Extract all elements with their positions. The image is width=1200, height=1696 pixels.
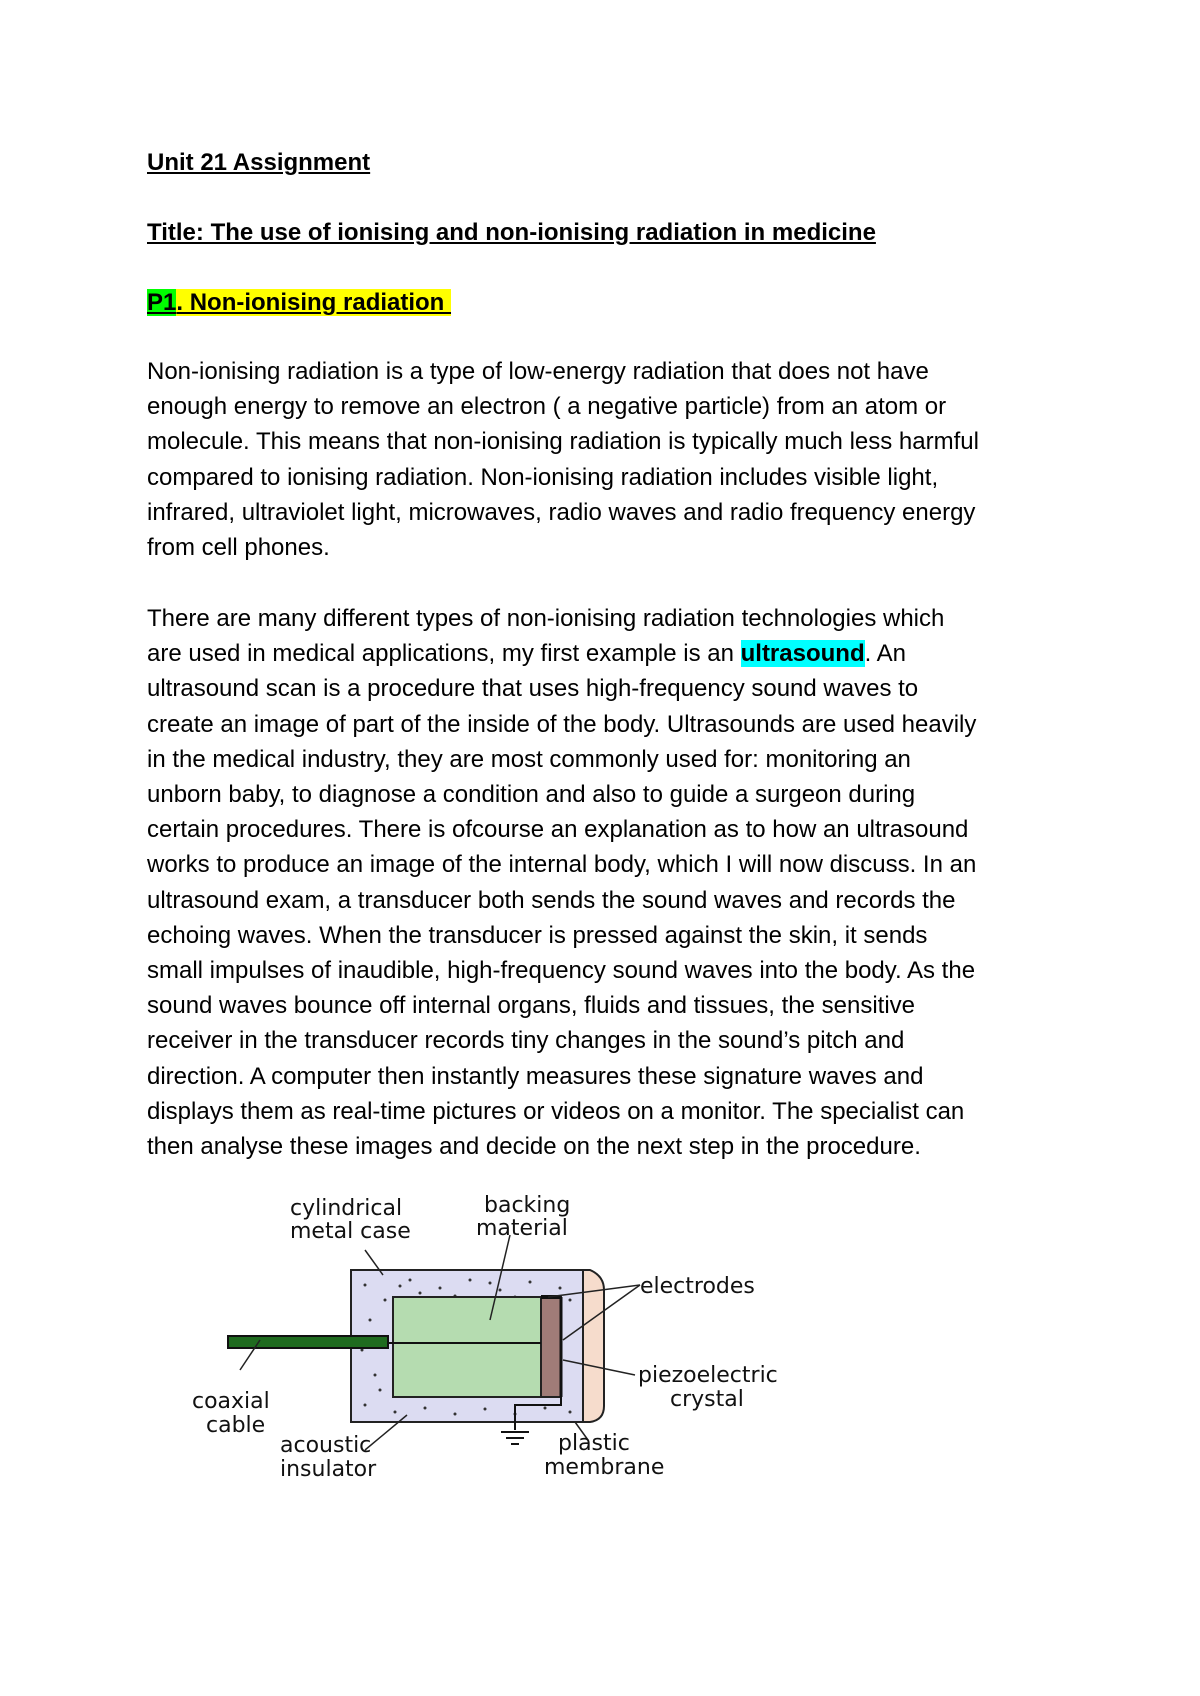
document-heading: Unit 21 Assignment bbox=[147, 149, 371, 176]
paragraph-line: infrared, ultraviolet light, microwaves, radio waves and radio frequency energy bbox=[147, 498, 976, 526]
paragraph-line: small impulses of inaudible, high-frequency sound waves into the body. As the bbox=[147, 957, 976, 985]
paragraph-line: in the medical industry, they are most commonly used for: monitoring an bbox=[147, 745, 911, 773]
paragraph-line: receiver in the transducer records tiny changes in the sound’s pitch and bbox=[147, 1027, 905, 1055]
section-title: . Non-ionising radiation bbox=[176, 289, 452, 316]
label-cable-2: cable bbox=[206, 1413, 266, 1438]
label-insulator-1: acoustic bbox=[280, 1433, 372, 1458]
paragraph-ultrasound bbox=[147, 601, 1077, 1164]
paragraph-line: echoing waves. When the transducer is pressed against the skin, it sends bbox=[147, 921, 928, 949]
coaxial-cable-shape bbox=[228, 1336, 388, 1348]
paragraph-text: are used in medical applications, my first example is an bbox=[147, 640, 741, 668]
label-cable-1: coaxial bbox=[192, 1389, 270, 1414]
paragraph-line: create an image of part of the inside of the body. Ultrasounds are used heavily bbox=[147, 710, 977, 738]
paragraph-line: molecule. This means that non-ionising radiation is typically much less harmful bbox=[147, 428, 979, 456]
label-case-2: metal case bbox=[290, 1219, 411, 1244]
paragraph-line: displays them as real-time pictures or videos on a monitor. The specialist can bbox=[147, 1097, 965, 1125]
backing-material-shape bbox=[393, 1297, 541, 1397]
paragraph-line: compared to ionising radiation. Non-ionising radiation includes visible light, bbox=[147, 463, 939, 491]
ground-symbol-icon bbox=[501, 1432, 529, 1444]
label-membrane-1: plastic bbox=[558, 1431, 630, 1456]
piezoelectric-crystal-shape bbox=[541, 1297, 561, 1397]
paragraph-text: . An bbox=[864, 640, 906, 668]
paragraph-line: sound waves bounce off internal organs, fluids and tissues, the sensitive bbox=[147, 992, 916, 1020]
paragraph-line: direction. A computer then instantly measures these signature waves and bbox=[147, 1062, 924, 1090]
paragraph-line bbox=[147, 636, 1077, 671]
paragraph-line: ultrasound scan is a procedure that uses high-frequency sound waves to bbox=[147, 675, 919, 703]
paragraph-line: from cell phones. bbox=[147, 534, 330, 562]
label-crystal-2: crystal bbox=[670, 1387, 744, 1412]
paragraph-line: certain procedures. There is ofcourse an explanation as to how an ultrasound bbox=[147, 816, 969, 844]
section-prefix: P1 bbox=[147, 289, 177, 316]
label-crystal-1: piezoelectric bbox=[638, 1363, 778, 1388]
label-insulator-2: insulator bbox=[280, 1457, 377, 1482]
paragraph-non-ionising-definition bbox=[147, 354, 1077, 565]
ultrasound-highlight: ultrasound bbox=[740, 640, 865, 668]
paragraph-line: There are many different types of non-ionising radiation technologies which bbox=[147, 605, 945, 632]
label-electrodes: electrodes bbox=[640, 1274, 755, 1299]
paragraph-line: works to produce an image of the internal body, which I will now discuss. In an bbox=[147, 851, 977, 879]
section-heading bbox=[147, 289, 451, 317]
label-case-1: cylindrical bbox=[290, 1196, 403, 1221]
document-title: Title: The use of ionising and non-ionising radiation in medicine bbox=[147, 219, 876, 246]
label-backing-2: material bbox=[476, 1216, 568, 1241]
paragraph-line: then analyse these images and decide on the next step in the procedure. bbox=[147, 1133, 921, 1161]
paragraph-line: ultrasound exam, a transducer both sends the sound waves and records the bbox=[147, 886, 956, 914]
paragraph-line: unborn baby, to diagnose a condition and also to guide a surgeon during bbox=[147, 781, 916, 809]
label-backing-1: backing bbox=[484, 1193, 571, 1218]
paragraph-line: Non-ionising radiation is a type of low-energy radiation that does not have bbox=[147, 358, 929, 385]
paragraph-line: enough energy to remove an electron ( a negative particle) from an atom or bbox=[147, 393, 947, 421]
label-membrane-2: membrane bbox=[544, 1455, 665, 1480]
transducer-diagram bbox=[170, 1180, 840, 1510]
